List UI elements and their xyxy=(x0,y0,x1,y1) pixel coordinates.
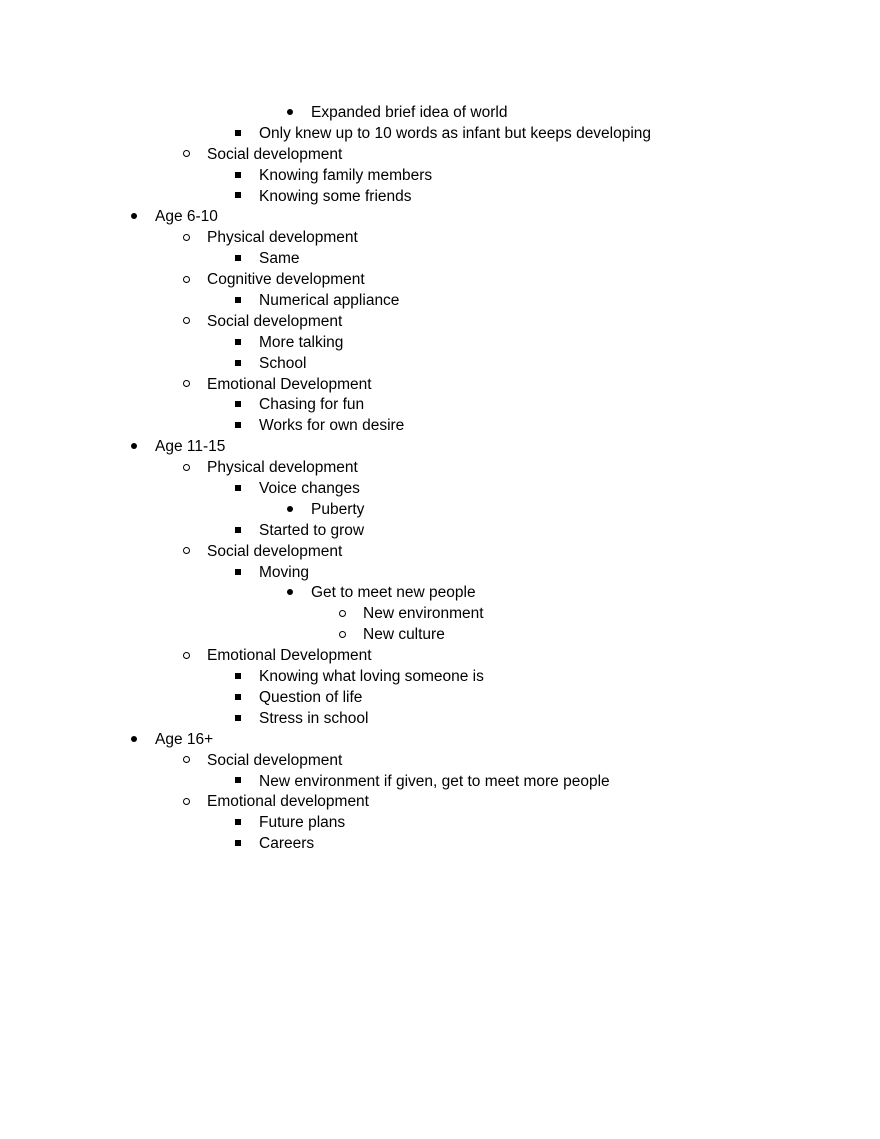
filled-square-icon xyxy=(231,291,245,312)
outline-item-level-2 xyxy=(0,751,880,772)
outline-item-text: Physical development xyxy=(207,459,358,477)
outline-item-level-3 xyxy=(0,333,880,354)
hollow-circle-icon xyxy=(179,646,193,667)
filled-square-icon xyxy=(231,813,245,834)
outline-item-text: Social development xyxy=(207,542,343,560)
filled-circle-icon xyxy=(283,583,297,604)
outline-item-level-3 xyxy=(0,772,880,793)
outline-item-text: Get to meet new people xyxy=(311,584,476,602)
outline-item-level-2 xyxy=(0,145,880,166)
outline-item-text: Careers xyxy=(259,835,315,853)
outline-item-level-2 xyxy=(0,458,880,479)
outline-item-level-2 xyxy=(0,228,880,249)
hollow-circle-icon xyxy=(179,792,193,813)
filled-square-icon xyxy=(231,333,245,354)
hollow-circle-icon xyxy=(335,625,349,646)
outline-item-level-3 xyxy=(0,291,880,312)
outline-item-text: Cognitive development xyxy=(207,271,365,289)
hollow-circle-icon xyxy=(179,270,193,291)
filled-circle-icon xyxy=(127,730,141,751)
outline-item-level-1 xyxy=(0,730,880,751)
outline-item-text: Works for own desire xyxy=(259,417,405,435)
hollow-circle-icon xyxy=(179,751,193,772)
outline-item-level-3 xyxy=(0,563,880,584)
hollow-circle-icon xyxy=(179,312,193,333)
outline-item-level-2 xyxy=(0,270,880,291)
outline-item-level-5 xyxy=(0,604,880,625)
outline-item-level-4 xyxy=(0,500,880,521)
outline-item-level-2 xyxy=(0,312,880,333)
outline-item-level-3 xyxy=(0,709,880,730)
hollow-circle-icon xyxy=(179,542,193,563)
filled-square-icon xyxy=(231,416,245,437)
filled-square-icon xyxy=(231,709,245,730)
outline-item-level-1 xyxy=(0,207,880,228)
outline-item-level-3 xyxy=(0,834,880,855)
outline-item-text: Emotional Development xyxy=(207,375,372,393)
outline-item-text: Started to grow xyxy=(259,521,365,539)
outline-item-level-3 xyxy=(0,416,880,437)
filled-circle-icon xyxy=(127,207,141,228)
outline-item-text: Emotional Development xyxy=(207,647,372,665)
filled-square-icon xyxy=(231,834,245,855)
outline-item-level-3 xyxy=(0,166,880,187)
outline-item-level-3 xyxy=(0,667,880,688)
hollow-circle-icon xyxy=(179,458,193,479)
outline-item-text: New environment if given, get to meet more people xyxy=(259,772,610,790)
outline-item-level-1 xyxy=(0,437,880,458)
outline-item-text: Knowing some friends xyxy=(259,187,412,205)
outline-item-level-3 xyxy=(0,395,880,416)
outline-item-text: Social development xyxy=(207,145,343,163)
filled-square-icon xyxy=(231,124,245,145)
outline-item-text: Age 6-10 xyxy=(155,208,218,226)
outline-item-level-3 xyxy=(0,187,880,208)
filled-square-icon xyxy=(231,187,245,208)
outline-item-text: Chasing for fun xyxy=(259,396,365,414)
outline-item-level-2 xyxy=(0,542,880,563)
outline-item-text: Physical development xyxy=(207,229,358,247)
outline-item-level-4 xyxy=(0,583,880,604)
outline-item-text: Only knew up to 10 words as infant but keeps developing xyxy=(259,124,652,142)
outline-item-text: Age 11-15 xyxy=(155,438,226,456)
filled-square-icon xyxy=(231,354,245,375)
outline-item-text: Stress in school xyxy=(259,709,369,727)
outline-item-text: Voice changes xyxy=(259,480,360,498)
hollow-circle-icon xyxy=(179,145,193,166)
outline-item-level-3 xyxy=(0,688,880,709)
outline-item-text: Same xyxy=(259,250,300,268)
outline-item-text: Age 16+ xyxy=(155,730,214,748)
bulleted-outline xyxy=(0,103,880,855)
outline-item-level-3 xyxy=(0,521,880,542)
outline-item-text: Social development xyxy=(207,751,343,769)
filled-circle-icon xyxy=(127,437,141,458)
outline-item-text: Knowing what loving someone is xyxy=(259,668,484,686)
outline-item-level-3 xyxy=(0,249,880,270)
outline-item-level-3 xyxy=(0,354,880,375)
outline-item-text: New culture xyxy=(363,626,445,644)
outline-item-text: Future plans xyxy=(259,814,346,832)
filled-square-icon xyxy=(231,521,245,542)
outline-item-text: Question of life xyxy=(259,688,363,706)
outline-item-level-2 xyxy=(0,375,880,396)
outline-item-text: Puberty xyxy=(311,500,365,518)
outline-item-level-5 xyxy=(0,625,880,646)
filled-square-icon xyxy=(231,563,245,584)
filled-circle-icon xyxy=(283,500,297,521)
hollow-circle-icon xyxy=(179,375,193,396)
outline-item-text: School xyxy=(259,354,307,372)
filled-square-icon xyxy=(231,249,245,270)
filled-square-icon xyxy=(231,667,245,688)
outline-item-text: Numerical appliance xyxy=(259,292,400,310)
filled-square-icon xyxy=(231,166,245,187)
filled-square-icon xyxy=(231,772,245,793)
outline-item-text: More talking xyxy=(259,333,344,351)
filled-square-icon xyxy=(231,688,245,709)
filled-square-icon xyxy=(231,395,245,416)
outline-item-level-3 xyxy=(0,813,880,834)
hollow-circle-icon xyxy=(179,228,193,249)
outline-item-level-3 xyxy=(0,124,880,145)
outline-item-text: Knowing family members xyxy=(259,166,433,184)
filled-circle-icon xyxy=(283,103,297,124)
outline-item-text: Moving xyxy=(259,563,309,581)
outline-item-text: Expanded brief idea of world xyxy=(311,104,508,121)
filled-square-icon xyxy=(231,479,245,500)
outline-item-level-3 xyxy=(0,479,880,500)
outline-item-level-4 xyxy=(0,103,880,124)
hollow-circle-icon xyxy=(335,604,349,625)
outline-item-level-2 xyxy=(0,646,880,667)
outline-item-text: Emotional development xyxy=(207,793,369,811)
outline-item-level-2 xyxy=(0,792,880,813)
outline-item-text: Social development xyxy=(207,312,343,330)
outline-item-text: New environment xyxy=(363,605,484,623)
